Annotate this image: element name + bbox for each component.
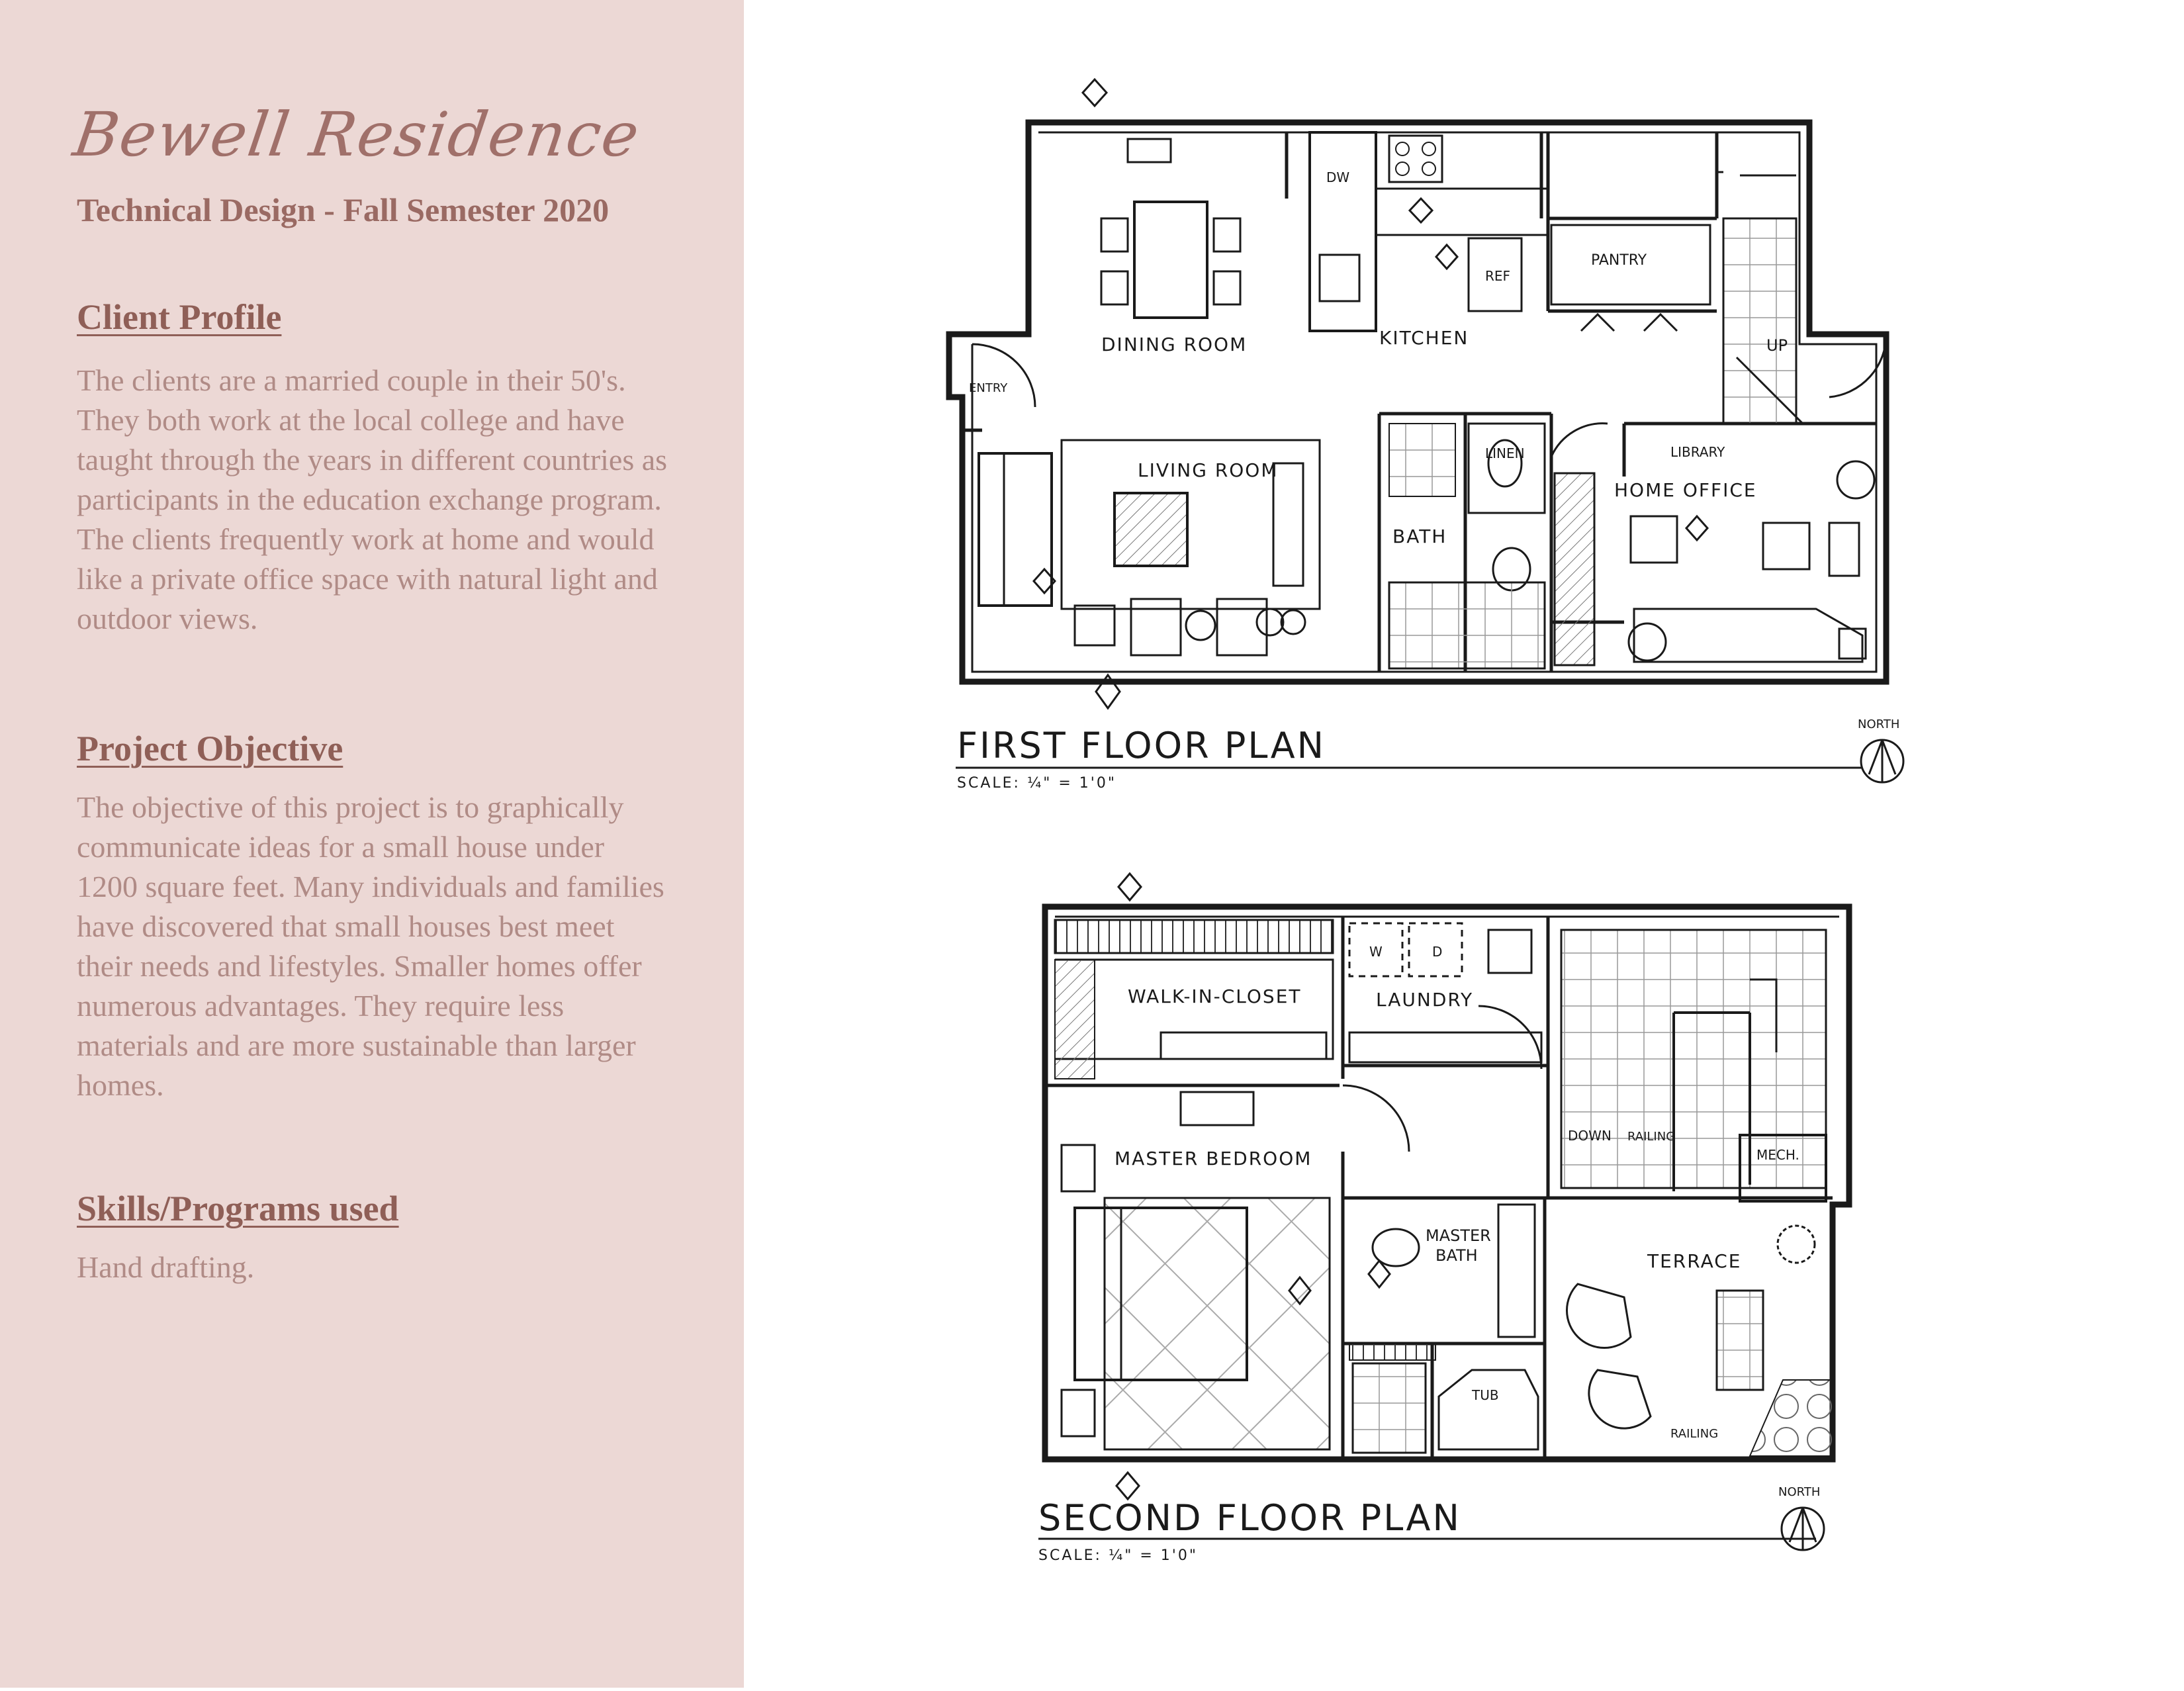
first-floor-title: FIRST FLOOR PLAN — [957, 725, 1326, 766]
label-stair-railing: RAILING — [1627, 1130, 1676, 1144]
label-bath: BATH — [1392, 526, 1447, 547]
project-objective-text: The objective of this project is to graphically communicate ideas for a small house under 1200 square feet. Many individuals and families have discovered that small houses best meet their needs and lifestyles. Smaller homes offer numerous advantages. They require less materials and are more sustainable than larger homes. — [77, 790, 664, 1102]
second-floor-scale: SCALE: ¼" = 1'0" — [1038, 1547, 1198, 1564]
label-home-office: HOME OFFICE — [1614, 479, 1757, 501]
label-washer: W — [1369, 944, 1383, 960]
label-kitchen: KITCHEN — [1379, 327, 1469, 349]
label-tub: TUB — [1472, 1387, 1499, 1403]
skills-heading: Skills/Programs used — [77, 1189, 399, 1228]
label-walk-in-closet: WALK-IN-CLOSET — [1128, 985, 1302, 1007]
second-floor-north-label: NORTH — [1778, 1485, 1821, 1499]
label-ref: REF — [1485, 268, 1511, 284]
project-objective-heading: Project Objective — [77, 729, 343, 768]
label-living-room: LIVING ROOM — [1138, 459, 1279, 481]
label-mech: MECH. — [1756, 1147, 1799, 1163]
label-pantry: PANTRY — [1591, 252, 1647, 269]
label-terrace: TERRACE — [1647, 1250, 1742, 1272]
floor-plans-area — [744, 0, 2184, 1688]
project-sidebar — [0, 0, 744, 1688]
label-dw: DW — [1326, 169, 1350, 185]
client-profile-text: The clients are a married couple in their 50's. They both work at the local college and have taught through the years in different countries as participants in the education exchange program. The clients frequently work at home and would like a private office space with natural light and outdoor views. — [77, 363, 668, 635]
label-master-bath-line1: MASTER — [1426, 1226, 1491, 1245]
project-subtitle: Technical Design - Fall Semester 2020 — [77, 191, 610, 228]
client-profile-heading: Client Profile — [77, 297, 282, 337]
label-linen: LINEN — [1485, 445, 1525, 461]
first-floor-plan — [949, 79, 1903, 782]
first-floor-north-label: NORTH — [1858, 717, 1900, 731]
second-floor-plan — [1038, 874, 1849, 1550]
project-title: Bewell Residence — [69, 99, 645, 170]
label-master-bath-line2: BATH — [1435, 1246, 1478, 1265]
label-master-bedroom: MASTER BEDROOM — [1115, 1148, 1312, 1169]
label-up: UP — [1766, 336, 1788, 355]
label-dryer: D — [1432, 944, 1443, 960]
second-floor-title: SECOND FLOOR PLAN — [1038, 1497, 1461, 1539]
first-floor-scale: SCALE: ¼" = 1'0" — [957, 775, 1116, 792]
label-library: LIBRARY — [1670, 444, 1725, 460]
label-laundry: LAUNDRY — [1376, 989, 1474, 1011]
label-down: DOWN — [1568, 1128, 1612, 1144]
label-entry: ENTRY — [969, 381, 1008, 395]
skills-text: Hand drafting. — [77, 1250, 255, 1284]
label-dining-room: DINING ROOM — [1101, 334, 1248, 355]
label-terrace-railing: RAILING — [1670, 1427, 1719, 1441]
